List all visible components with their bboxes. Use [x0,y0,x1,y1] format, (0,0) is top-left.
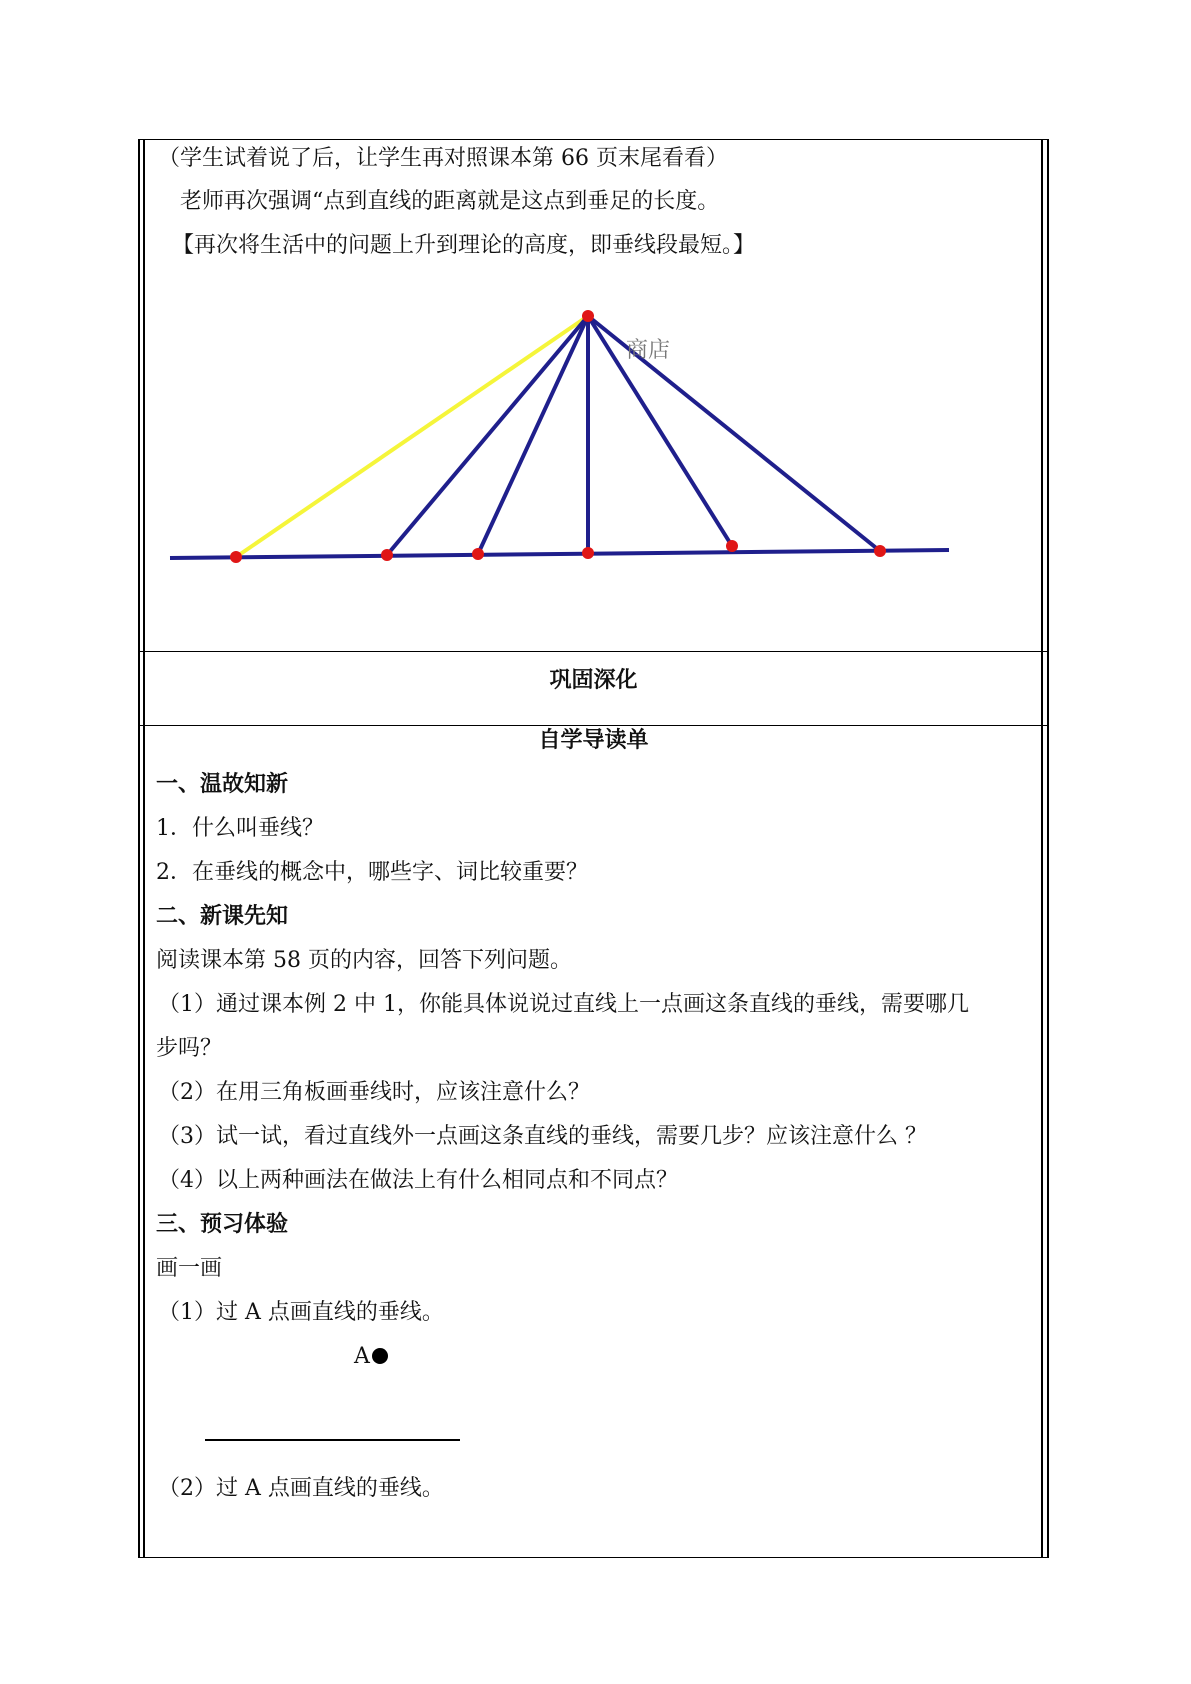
section-title-consolidate: 巩固深化 [549,668,638,693]
task-1: （1）过 A 点画直线的垂线。 [158,1300,444,1325]
heading-preview: 二、新课先知 [156,904,289,929]
foot-point-1 [230,551,242,563]
question-2: 2．在垂线的概念中，哪些字、词比较重要？ [156,860,588,885]
foot-point-6 [874,545,886,557]
point-a-dot [372,1348,388,1364]
prompt-2: （2）在用三角板画垂线时，应该注意什么？ [158,1080,590,1105]
shop-label: 商店 [626,338,671,363]
teacher-emphasis-line: 老师再次强调“点到直线的距离就是这点到垂足的长度。 [180,189,720,214]
task-2: （2）过 A 点画直线的垂线。 [158,1476,444,1501]
prompt-1-line-1: （1）通过课本例 2 中 1，你能具体说说过直线上一点画这条直线的垂线，需要哪几 [158,992,969,1017]
theory-note-line: 【再次将生活中的问题上升到理论的高度，即垂线段最短。】 [172,233,756,258]
base-line [170,550,949,558]
heading-review: 一、温故知新 [156,772,289,797]
foot-point-3 [472,548,484,560]
reading-instruction: 阅读课本第 58 页的内容，回答下列问题。 [156,948,572,973]
question-1: 1．什么叫垂线？ [156,816,324,841]
note-line: （学生试着说了后，让学生再对照课本第 66 页末尾看看） [158,146,728,171]
prompt-1-line-2: 步吗？ [156,1036,223,1061]
segment-1 [387,316,588,555]
yellow-segment [236,316,588,557]
foot-point-5 [726,540,738,552]
point-a-label: A [354,1344,370,1369]
draw-label: 画一画 [156,1256,223,1281]
heading-practice: 三、预习体验 [156,1212,289,1237]
prompt-4: （4）以上两种画法在做法上有什么相同点和不同点？ [158,1168,678,1193]
foot-point-perpendicular [582,547,594,559]
section-title-guide: 自学导读单 [538,728,649,753]
apex-point [582,310,594,322]
prompt-3: （3）试一试，看过直线外一点画这条直线的垂线，需要几步？应该注意什么 ？ [158,1124,927,1149]
foot-point-2 [381,549,393,561]
